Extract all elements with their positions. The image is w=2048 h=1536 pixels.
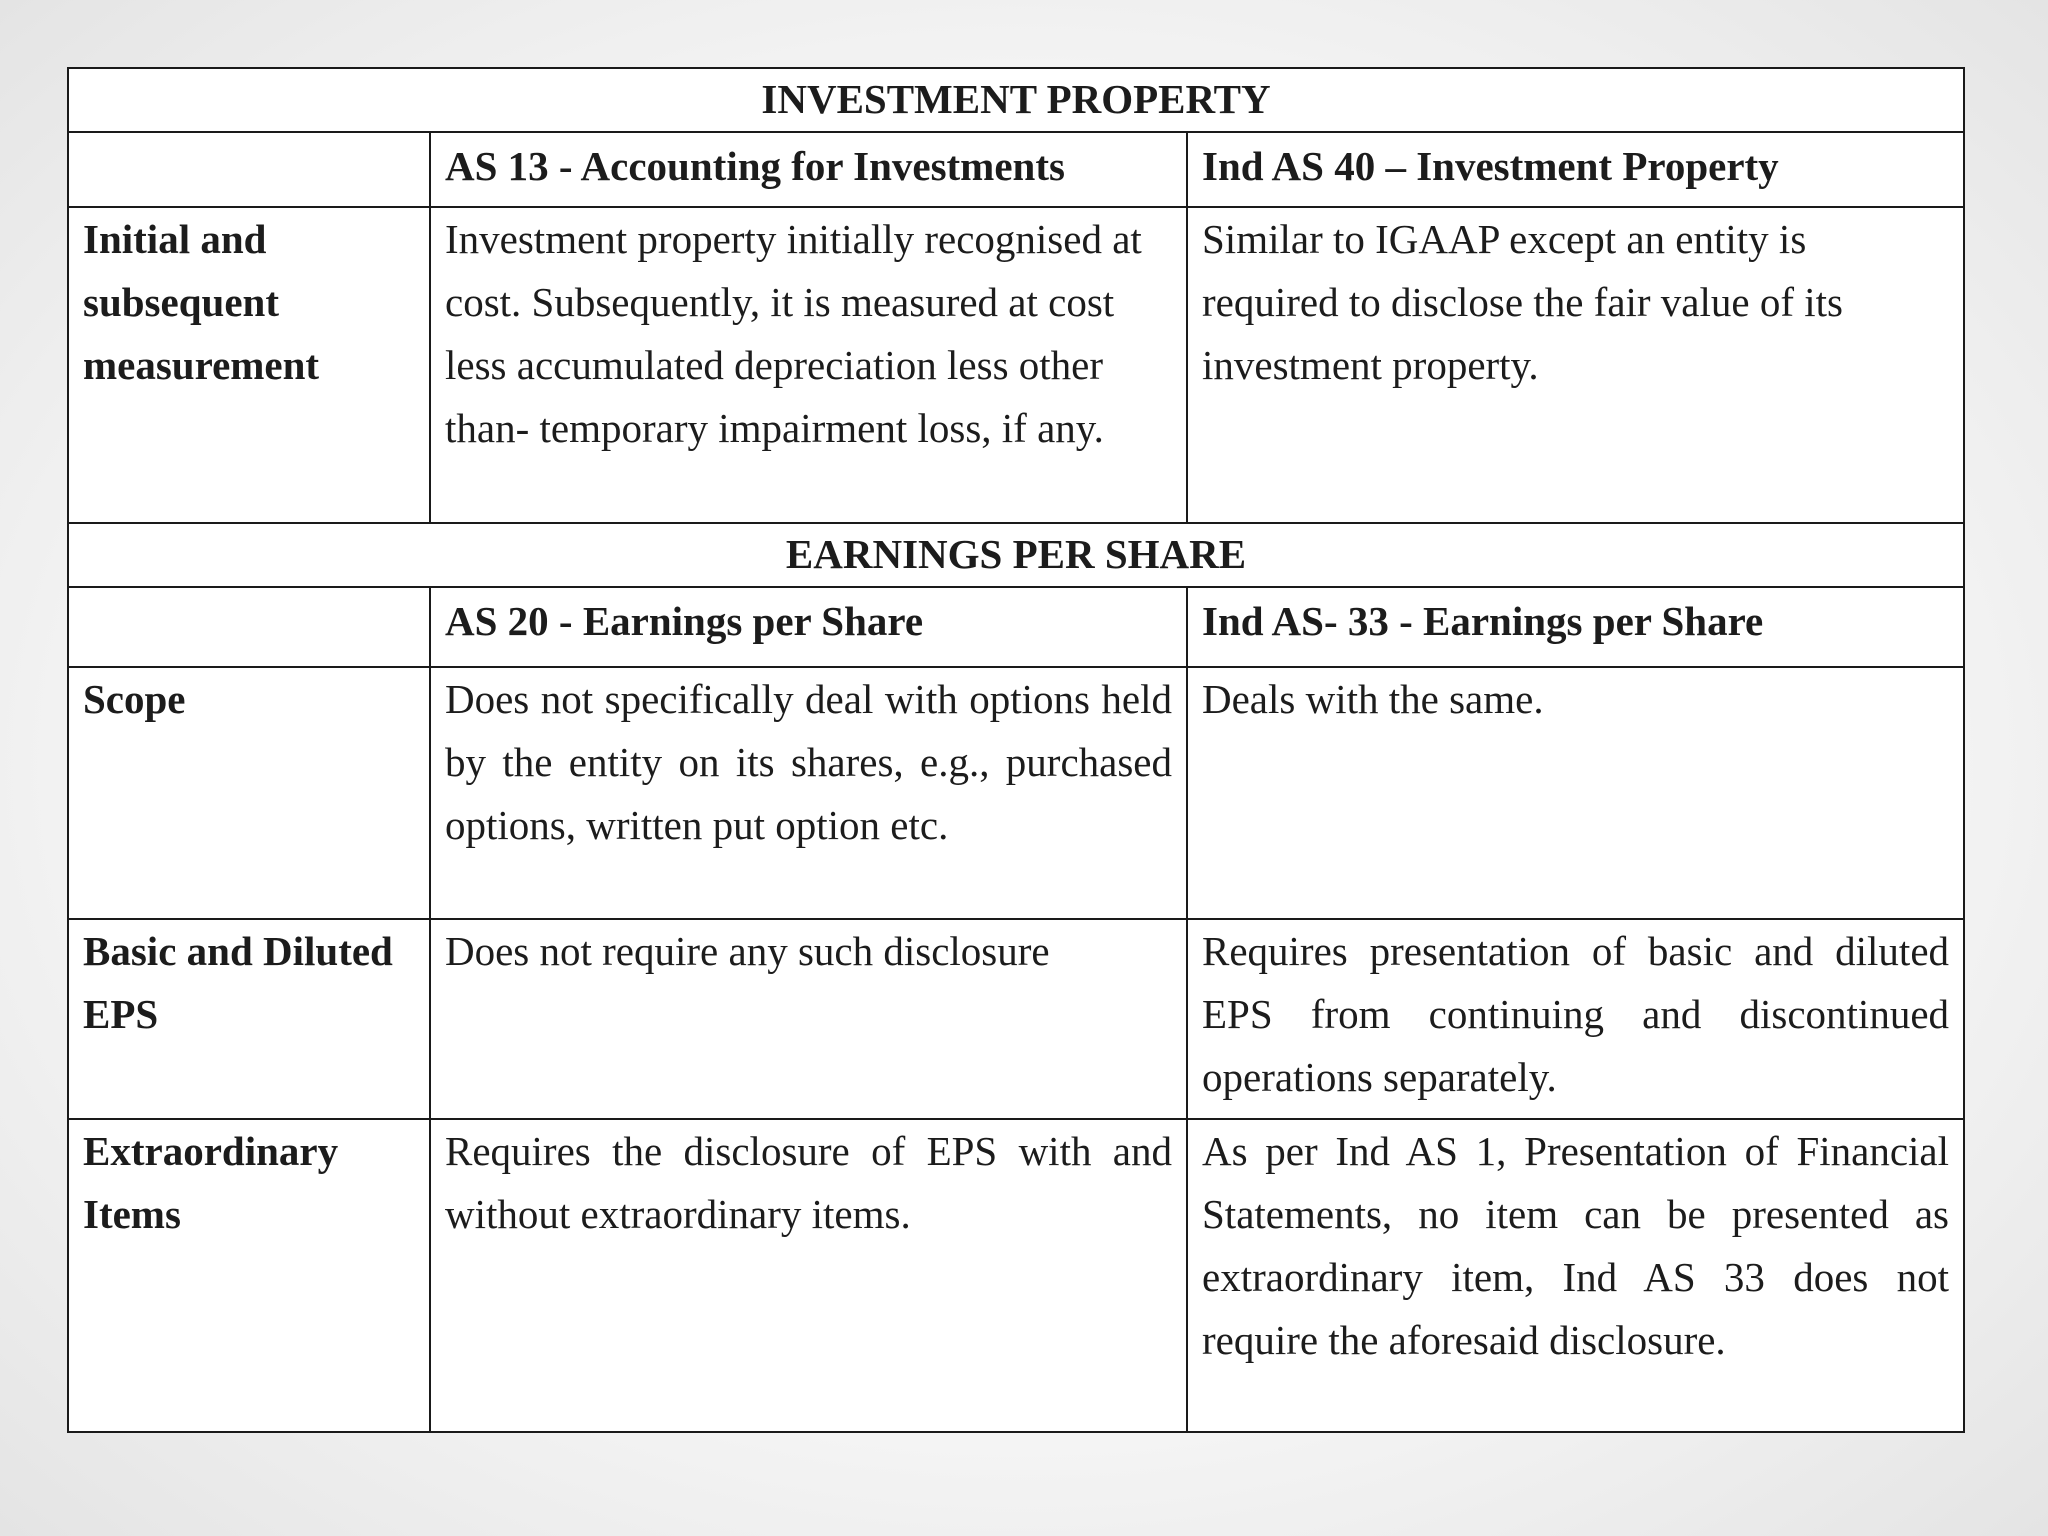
header-blank-cell [68, 132, 430, 207]
table-row [68, 667, 1964, 919]
section-title-investment-property: INVESTMENT PROPERTY [68, 68, 1964, 132]
cell-as-scope: Does not specifically deal with options held by the entity on its shares, e.g., purchased options, written put option etc. [430, 667, 1187, 919]
cell-ind-as-scope: Deals with the same. [1187, 667, 1964, 919]
cell-ind-as-extraordinary-items: As per Ind AS 1, Presentation of Financial Statements, no item can be presented as extraordinary item, Ind AS 33 does not require the aforesaid disclosure. [1187, 1119, 1964, 1432]
table-row [68, 919, 1964, 1119]
cell-as-extraordinary-items: Requires the disclosure of EPS with and without extraordinary items. [430, 1119, 1187, 1432]
header-ind-as-33: Ind AS- 33 - Earnings per Share [1187, 587, 1964, 667]
row-label-measurement: Initial and subsequent measurement [68, 207, 430, 523]
column-header-row [68, 587, 1964, 667]
row-label-basic-diluted-eps: Basic and Diluted EPS [68, 919, 430, 1119]
section-title-row [68, 68, 1964, 132]
header-blank-cell [68, 587, 430, 667]
table-row [68, 207, 1964, 523]
row-label-scope: Scope [68, 667, 430, 919]
table-row [68, 1119, 1964, 1432]
cell-as-measurement: Investment property initially recognised at cost. Subsequently, it is measured at cost less accumulated depreciation less other than- temporary impairment loss, if any. [430, 207, 1187, 523]
header-as-20: AS 20 - Earnings per Share [430, 587, 1187, 667]
cell-as-basic-diluted-eps: Does not require any such disclosure [430, 919, 1187, 1119]
header-ind-as-40: Ind AS 40 – Investment Property [1187, 132, 1964, 207]
section-title-earnings-per-share: EARNINGS PER SHARE [68, 523, 1964, 587]
cell-ind-as-measurement: Similar to IGAAP except an entity is required to disclose the fair value of its investment property. [1187, 207, 1964, 523]
comparison-table [67, 67, 1965, 1433]
column-header-row [68, 132, 1964, 207]
cell-ind-as-basic-diluted-eps: Requires presentation of basic and diluted EPS from continuing and discontinued operations separately. [1187, 919, 1964, 1119]
section-title-row [68, 523, 1964, 587]
row-label-extraordinary-items: Extraordinary Items [68, 1119, 430, 1432]
header-as-13: AS 13 - Accounting for Investments [430, 132, 1187, 207]
